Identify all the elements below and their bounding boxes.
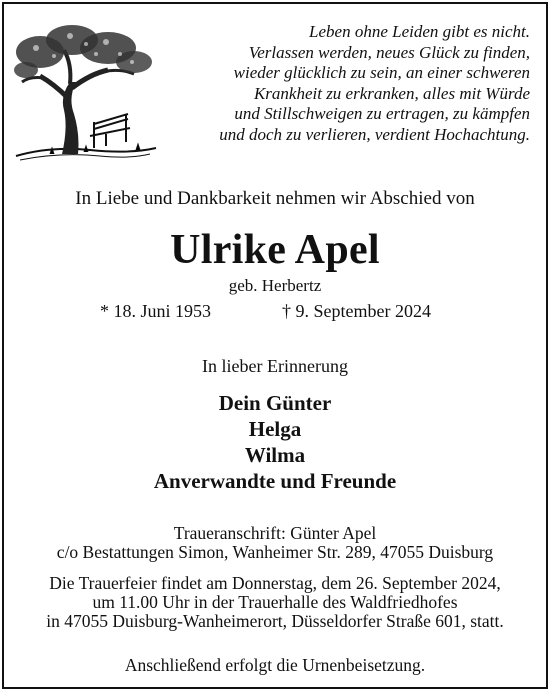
mourner: Wilma xyxy=(244,443,306,467)
memory-line: In lieber Erinnerung xyxy=(202,356,348,376)
ceremony-line: in 47055 Duisburg-Wanheimerort, Düsseldorfer Straße 601, statt. xyxy=(46,611,504,631)
urn-burial-note: Anschließend erfolgt die Urnenbeisetzung. xyxy=(124,655,426,675)
mourner: Helga xyxy=(248,417,302,441)
mourning-address xyxy=(0,524,550,562)
deceased-name: Ulrike Apel xyxy=(170,227,380,273)
birth-name: geb. Herbertz xyxy=(228,276,322,295)
address-line: Traueranschrift: Günter Apel xyxy=(173,523,377,543)
mourner: Dein Günter xyxy=(218,391,332,415)
mourners-list xyxy=(0,390,550,494)
mourner: Anverwandte und Freunde xyxy=(153,469,397,493)
ceremony-line: um 11.00 Uhr in der Trauerhalle des Waldfriedhofes xyxy=(92,592,458,612)
tree-with-bench-illustration xyxy=(10,18,160,168)
poem-line: wieder glücklich zu sein, an einer schweren xyxy=(233,63,530,82)
poem-line: und doch zu verlieren, verdient Hochachtung. xyxy=(219,124,530,144)
poem-line: Leben ohne Leiden gibt es nicht. xyxy=(309,22,530,41)
death-date: † 9. September 2024 xyxy=(282,301,431,321)
poem-line: und Stillschweigen zu ertragen, zu kämpfen xyxy=(234,104,530,123)
poem-line: Krankheit zu erkranken, alles mit Würde xyxy=(253,83,530,103)
farewell-intro: In Liebe und Dankbarkeit nehmen wir Abschied von xyxy=(75,188,475,209)
birth-date: * 18. Juni 1953 xyxy=(100,301,212,321)
poem xyxy=(150,22,530,145)
ceremony-info xyxy=(0,574,550,631)
ceremony-line: Die Trauerfeier findet am Donnerstag, dem 26. September 2024, xyxy=(49,573,501,593)
address-line: c/o Bestattungen Simon, Wanheimer Str. 289, 47055 Duisburg xyxy=(56,542,494,562)
poem-line: Verlassen werden, neues Glück zu finden, xyxy=(248,42,530,62)
